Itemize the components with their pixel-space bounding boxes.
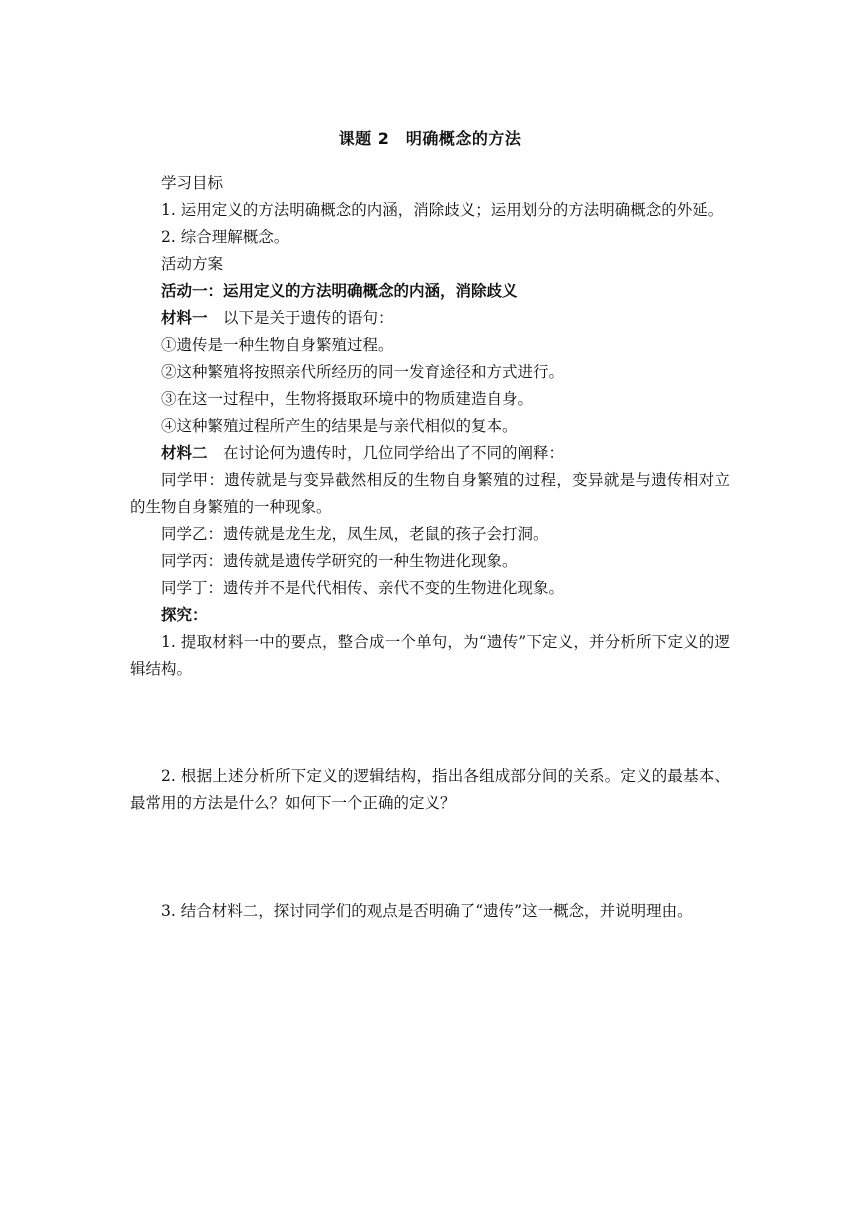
goal-item: 2. 综合理解概念。 <box>161 228 290 246</box>
explore-heading: 探究： <box>161 606 208 624</box>
question-item: 2. 根据上述分析所下定义的逻辑结构，指出各组成部分间的关系。定义的最基本、最常用的方法是什么？如何下一个正确的定义？ <box>130 767 730 812</box>
student-opinion: 同学丙：遗传就是遗传学研究的一种生物进化现象。 <box>161 552 518 570</box>
material-1-intro <box>130 305 730 332</box>
goals-heading: 学习目标 <box>161 174 224 192</box>
document-body <box>130 170 730 925</box>
question-item: 1. 提取材料一中的要点，整合成一个单句，为“遗传”下定义，并分析所下定义的逻辑结构。 <box>130 633 730 678</box>
material-intro-text: 在讨论何为遗传时，几位同学给出了不同的阐释： <box>207 444 565 462</box>
activity-heading: 活动一：运用定义的方法明确概念的内涵，消除歧义 <box>161 282 518 300</box>
material-1-item: ④这种繁殖过程所产生的结果是与亲代相似的复本。 <box>161 417 518 435</box>
student-opinion: 同学乙：遗传就是龙生龙，凤生凤，老鼠的孩子会打洞。 <box>161 525 549 543</box>
question-item: 3. 结合材料二，探讨同学们的观点是否明确了“遗传”这一概念，并说明理由。 <box>161 902 693 920</box>
page-title: 课题 2 明确概念的方法 <box>338 129 522 148</box>
student-opinion: 同学丁：遗传并不是代代相传、亲代不变的生物进化现象。 <box>161 579 565 597</box>
material-label: 材料一 <box>161 309 208 327</box>
answer-space <box>130 817 730 898</box>
material-1-item: ②这种繁殖将按照亲代所经历的同一发育途径和方式进行。 <box>161 363 565 381</box>
material-intro-text: 以下是关于遗传的语句： <box>207 309 394 327</box>
material-label: 材料二 <box>161 444 208 462</box>
student-opinion: 同学甲：遗传就是与变异截然相反的生物自身繁殖的过程，变异就是与遗传相对立的生物自身繁殖的一种现象。 <box>130 471 730 516</box>
answer-space <box>130 683 730 763</box>
material-1-item: ③在这一过程中，生物将摄取环境中的物质建造自身。 <box>161 390 534 408</box>
goal-item: 1. 运用定义的方法明确概念的内涵，消除歧义；运用划分的方法明确概念的外延。 <box>161 201 724 219</box>
plan-heading: 活动方案 <box>161 255 224 273</box>
material-2-intro <box>130 440 730 467</box>
material-1-item: ①遗传是一种生物自身繁殖过程。 <box>161 336 394 354</box>
